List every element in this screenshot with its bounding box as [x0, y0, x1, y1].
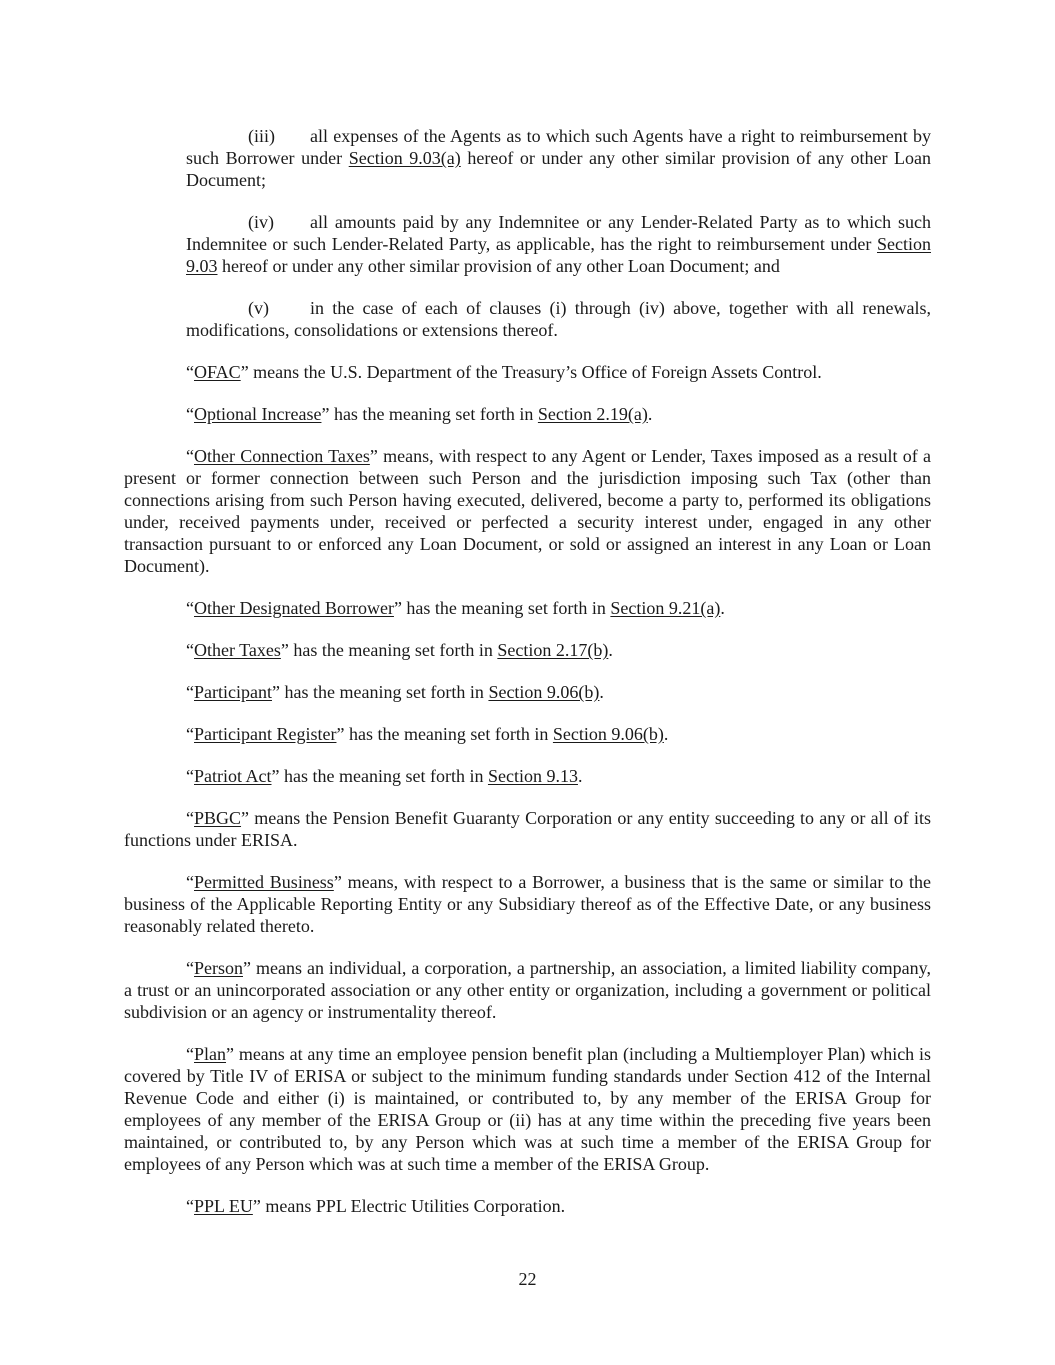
section-reference: Section 9.06(b)	[552, 724, 664, 744]
definition-participant: “Participant” has the meaning set forth in Section 9.06(b).	[186, 682, 604, 702]
section-reference: Section 9.21(a)	[610, 598, 721, 618]
definition-ppl-eu: “PPL EU” means PPL Electric Utilities Corporation.	[186, 1196, 566, 1216]
defined-term: Patriot Act	[194, 766, 272, 786]
definition-participant-register: “Participant Register” has the meaning set forth in Section 9.06(b).	[186, 724, 669, 744]
clause-v: (v) in the case of each of clauses (i) through (iv) above, together with all renewals, modifications, consolidations or extensions thereof.	[186, 298, 931, 340]
defined-term: Plan	[194, 1044, 227, 1064]
defined-term: Optional Increase	[194, 404, 322, 424]
section-reference: Section 9.13	[487, 766, 578, 786]
defined-term: Other Designated Borrower	[194, 598, 394, 618]
section-reference: Section 9.06(b)	[488, 682, 600, 702]
defined-term: Participant	[194, 682, 272, 702]
defined-term: Person	[194, 958, 243, 978]
defined-term: Participant Register	[194, 724, 337, 744]
definition-person: “Person” means an individual, a corporation, a partnership, an association, a limited liability company, a trust or an unincorporated association or any other entity or organization, including a government or political subdivision or an agency or instrumentality thereof.	[124, 958, 931, 1022]
document-page	[124, 125, 931, 1237]
defined-term: Other Connection Taxes	[194, 446, 370, 466]
clause-iii: (iii) all expenses of the Agents as to which such Agents have a right to reimbursement by such Borrower under Section 9.03(a) hereof or under any other similar provision of any other Loan Document;	[186, 126, 931, 190]
page-number: 22	[518, 1269, 537, 1289]
clause-number: (iv)	[248, 212, 274, 232]
definition-patriot-act: “Patriot Act” has the meaning set forth in Section 9.13.	[186, 766, 583, 786]
defined-term: OFAC	[194, 362, 241, 382]
section-reference: Section 2.19(a)	[537, 404, 648, 424]
defined-term: PPL EU	[194, 1196, 253, 1216]
defined-term: Other Taxes	[194, 640, 281, 660]
definition-plan: “Plan” means at any time an employee pension benefit plan (including a Multiemployer Plan) which is covered by Title IV of ERISA or subject to the minimum funding standards under Section 412 of the Internal Revenue Code and either (i) is maintained, or contributed to, by any member of the ERISA Group for employees of any member of the ERISA Group or (ii) has at any time within the preceding five years been maintained, or contributed to, by any Person which was at such time a member of the ERISA Group for employees of any Person which was at such time a member of the ERISA Group.	[124, 1044, 931, 1174]
section-reference: Section 9.03(a)	[348, 148, 461, 168]
clause-number: (v)	[248, 298, 269, 318]
defined-term: Permitted Business	[194, 872, 334, 892]
definition-ofac: “OFAC” means the U.S. Department of the Treasury’s Office of Foreign Assets Control.	[186, 362, 822, 382]
defined-term: PBGC	[194, 808, 242, 828]
section-reference: Section 9.03	[186, 234, 931, 276]
definition-other-connection-taxes: “Other Connection Taxes” means, with respect to any Agent or Lender, Taxes imposed as a result of a present or former connection between such Person and the jurisdiction imposing such Tax (other than connections arising from such Person having executed, delivered, become a party to, performed its obligations under, received payments under, received or perfected a security interest under, engaged in any other transaction pursuant to or enforced any Loan Document, or sold or assigned an interest in any Loan or Loan Document).	[124, 446, 931, 576]
definition-other-designated-borrower: “Other Designated Borrower” has the meaning set forth in Section 9.21(a).	[186, 598, 725, 618]
section-reference: Section 2.17(b)	[497, 640, 609, 660]
definition-other-taxes: “Other Taxes” has the meaning set forth in Section 2.17(b).	[186, 640, 613, 660]
definition-optional-increase: “Optional Increase” has the meaning set forth in Section 2.19(a).	[186, 404, 653, 424]
clause-number: (iii)	[248, 126, 275, 146]
definition-pbgc: “PBGC” means the Pension Benefit Guaranty Corporation or any entity succeeding to any or all of its functions under ERISA.	[124, 808, 931, 850]
clause-iv: (iv) all amounts paid by any Indemnitee or any Lender-Related Party as to which such Indemnitee or such Lender-Related Party, as applicable, has the right to reimbursement under Section 9.03 hereof or under any other similar provision of any other Loan Document; and	[186, 212, 931, 276]
definition-permitted-business: “Permitted Business” means, with respect to a Borrower, a business that is the same or similar to the business of the Applicable Reporting Entity or any Subsidiary thereof as of the Effective Date, or any business reasonably related thereto.	[124, 872, 932, 936]
